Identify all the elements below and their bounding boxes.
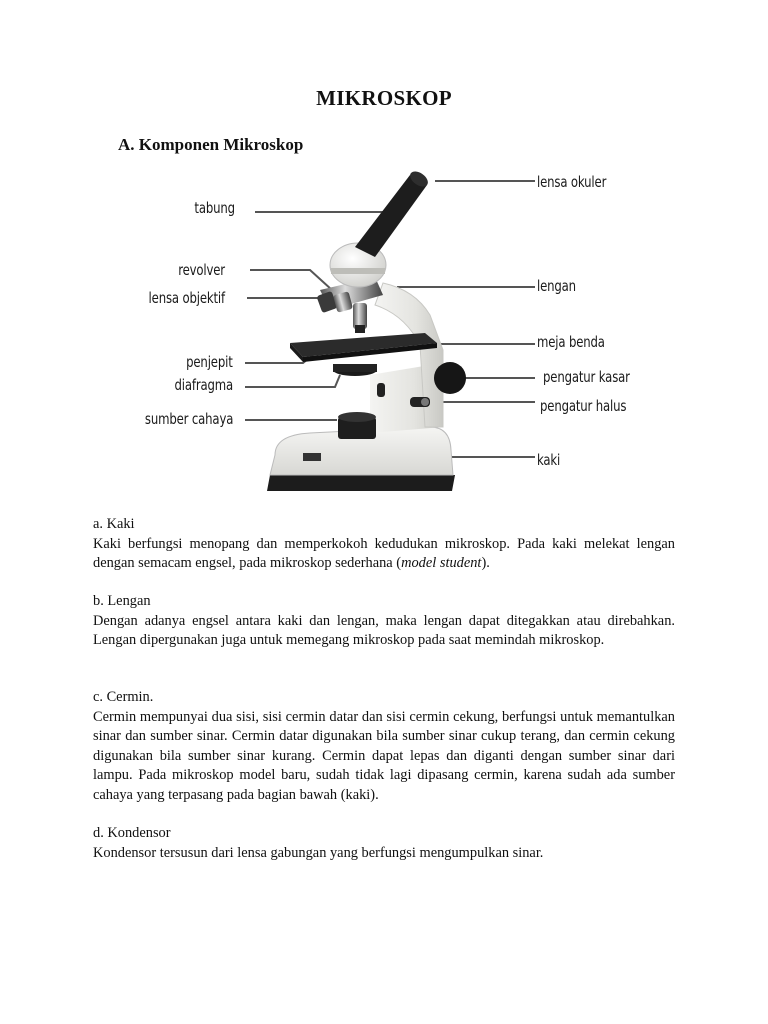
item-heading: d. Kondensor	[93, 825, 171, 841]
label-tabung: tabung	[194, 199, 235, 217]
label-diafragma: diafragma	[174, 376, 233, 394]
microscope-diagram	[125, 165, 645, 510]
label-lengan: lengan	[537, 277, 576, 295]
label-meja-benda: meja benda	[537, 333, 605, 351]
section-cermin	[93, 688, 675, 805]
label-pengatur-kasar: pengatur kasar	[543, 368, 630, 386]
item-heading: b. Lengan	[93, 593, 151, 609]
italic-term: model student	[401, 555, 482, 571]
item-heading: c. Cermin.	[93, 689, 154, 705]
label-pengatur-halus: pengatur halus	[540, 397, 627, 415]
paragraph-text: Kaki berfungsi menopang dan memperkokoh kedudukan mikroskop. Pada kaki melekat lengan dengan semacam engsel, pada mikroskop sederhana (	[93, 535, 675, 571]
label-penjepit: penjepit	[186, 353, 233, 371]
section-heading: A. Komponen Mikroskop	[118, 135, 304, 154]
paragraph: Kondensor tersusun dari lensa gabungan yang berfungsi mengumpulkan sinar.	[93, 844, 544, 861]
paragraph: Dengan adanya engsel antara kaki dan lengan, maka lengan dapat ditegakkan atau direbahkan. Lengan dipergunakan juga untuk memegang mikroskop pada saat memindah mikroskop.	[93, 612, 675, 648]
label-lensa-objektif: lensa objektif	[148, 289, 225, 307]
page-title: MIKROSKOP	[316, 86, 452, 110]
paragraph-text-end: ).	[481, 555, 490, 571]
label-lensa-okuler: lensa okuler	[537, 173, 607, 191]
section-lengan	[93, 592, 675, 651]
paragraph	[93, 535, 675, 574]
section-kaki	[93, 515, 675, 574]
label-kaki: kaki	[537, 451, 561, 469]
label-sumber-cahaya: sumber cahaya	[144, 410, 233, 428]
paragraph: Cermin mempunyai dua sisi, sisi cermin datar dan sisi cermin cekung, berfungsi untuk memantulkan sinar dan sumber sinar. Cermin datar digunakan bila sumber sinar cukup terang, dan cermin cekung digunakan bila sumber sinar kurang. Cermin dapat lepas dan diganti dengan sumber sinar dari lampu. Pada mikroskop model baru, sudah tidak lagi dipasang cermin, karena sudah ada sumber cahaya yang terpasang pada bagian bawah (kaki).	[93, 708, 675, 803]
item-heading: a. Kaki	[93, 516, 135, 532]
section-kondensor	[93, 824, 675, 863]
label-revolver: revolver	[178, 261, 225, 279]
